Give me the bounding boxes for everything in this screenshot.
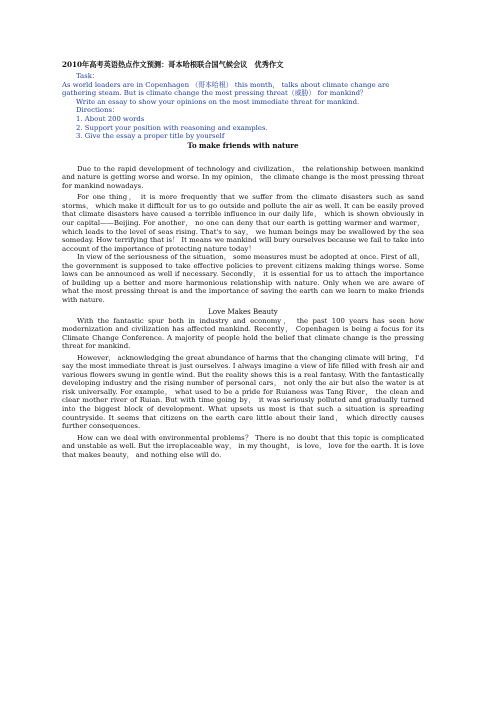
task-prompt: As world leaders are in Copenhagen （哥本哈根） this month， talks about climate change are gathering steam. But is climate change the most pressing threat（威胁） for mankind？ bbox=[62, 80, 390, 98]
document-page bbox=[62, 60, 424, 459]
direction-item: 1. About 200 words bbox=[76, 114, 145, 123]
task-instruction: Write an essay to show your opinions on the most immediate threat for mankind. bbox=[76, 97, 360, 106]
essay-title: Love Makes Beauty bbox=[208, 307, 278, 316]
directions-label: Directions： bbox=[76, 106, 119, 115]
essay-paragraph: With the fantastic spur both in industry and economy， the past 100 years has seen how modernization and civilization has affected mankind. Recently， Copenhagen is being a focus for its Climate Change Conference. A majority of people hold the belief that climate change is the pressing threat for mankind. bbox=[62, 316, 424, 351]
essay-title: To make friends with nature bbox=[187, 140, 299, 150]
essay-paragraph: How can we deal with environmental problems？ There is no doubt that this topic is complicated and unstable as well. But the irreplaceable way， in my thought， is love， love for the earth. It is love that makes beauty， and nothing else will do. bbox=[62, 433, 424, 459]
document-title: 2010年高考英语热点作文预测：哥本哈根联合国气候会议 优秀作文 bbox=[62, 60, 284, 69]
task-label: Task： bbox=[76, 72, 99, 80]
essay-paragraph: Due to the rapid development of technology and civilization， the relationship between mankind and nature is getting worse and worse. In my opinion， the climate change is the most pressing threat for mankind nowadays. bbox=[62, 164, 424, 190]
direction-item: 2. Support your position with reasoning and examples. bbox=[76, 123, 268, 132]
direction-item: 3. Give the essay a proper title by yourself bbox=[76, 132, 225, 141]
essay-paragraph: In view of the seriousness of the situation， some measures must be adopted at once. First of all， the government is supposed to take effective policies to prevent citizens making things worse. Some laws can be announced as well if necessary. Secondly， it is essential for us to attach the importance of building up a better and more harmonious relationship with nature. Only when we are aware of what the most pressing threat is and the importance of saving the earth can we learn to make friends with nature. bbox=[62, 253, 424, 304]
task-section bbox=[62, 72, 424, 141]
essay-paragraph: For one thing， it is more frequently that we suffer from the climate disasters such as sand storms， which make it difficult for us to go outside and pollute the air as well. It can be easily proved that climate disasters have caused a terrible influence in our daily life， which is shown obviously in our capital——Beijing. For another， no one can deny that our earth is getting warmer and warmer， which leads to the level of seas rising. That's to say， we human beings may be swallowed by the sea someday. How terrifying that is！ It means we mankind will bury ourselves because we fail to take into account of the importance of protecting nature today！ bbox=[62, 193, 424, 253]
essay-paragraph: However， acknowledging the great abundance of harms that the changing climate will bring， I'd say the most immediate threat is just ourselves. I always imagine a view of life filled with fresh air and various flowers swung in gentle wind. But the reality shows this is a real fantasy. With the fantastically developing industry and the rising number of personal cars， not only the air but also the water is at risk universally. For example， what used to be a pride for Ruianess was Tang River， the clean and clear mother river of Ruian. But with time going by， it was seriously polluted and gradually turned into the biggest block of development. What upsets us most is that such a situation is spreading countryside. It seems that citizens on the earth care little about their land， which directly causes further consequences. bbox=[62, 353, 425, 431]
